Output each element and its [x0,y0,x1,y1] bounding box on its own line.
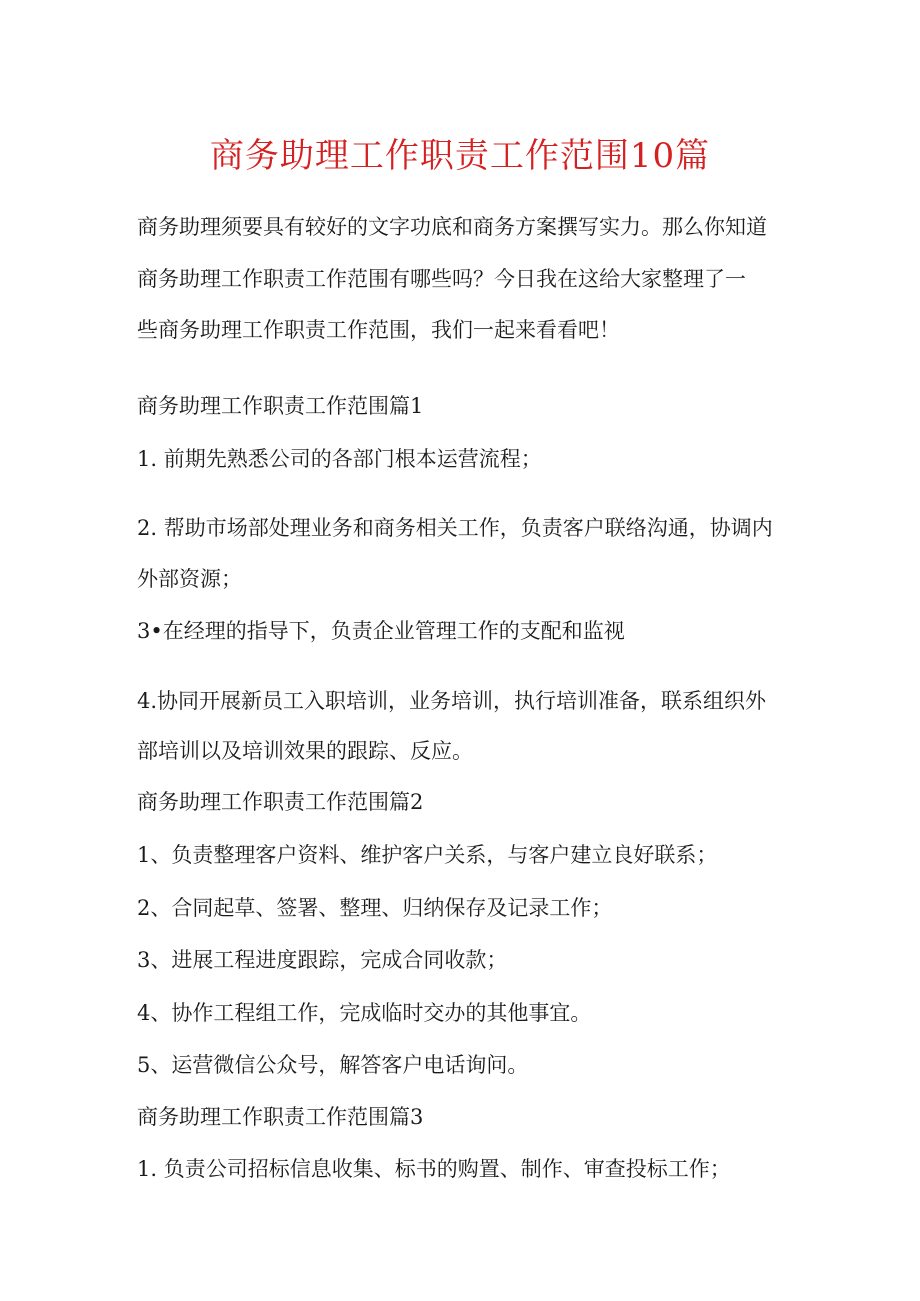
section-heading: 商务助理工作职责工作范围篇2 [137,790,424,814]
list-item: 1. 前期先熟悉公司的各部门根本运营流程； [137,447,542,471]
list-item: 4.协同开展新员工入职培训，业务培训，执行培训准备，联系组织外 [137,689,767,713]
section-heading: 商务助理工作职责工作范围篇1 [137,394,424,418]
intro-line: 商务助理工作职责工作范围有哪些吗？今日我在这给大家整理了一 [137,267,746,291]
list-item: 3•在经理的指导下，负责企业管理工作的支配和监视 [137,619,625,643]
list-item: 2、合同起草、签署、整理、归纳保存及记录工作； [137,896,613,920]
page-title: 商务助理工作职责工作范围10篇 [209,136,711,176]
list-item: 外部资源； [137,567,242,591]
list-item: 1、负责整理客户资料、维护客户关系，与客户建立良好联系； [137,843,718,867]
list-item: 部培训以及培训效果的跟踪、反应。 [137,739,473,763]
intro-line: 商务助理须要具有较好的文字功底和商务方案撰写实力。那么你知道 [137,215,767,239]
intro-line: 些商务助理工作职责工作范围，我们一起来看看吧！ [137,318,620,342]
list-item: 5、运营微信公众号，解答客户电话询问。 [137,1053,529,1077]
section-heading: 商务助理工作职责工作范围篇3 [137,1105,424,1129]
list-item: 3、进展工程进度跟踪，完成合同收款； [137,948,508,972]
list-item: 2. 帮助市场部处理业务和商务相关工作，负责客户联络沟通，协调内 [137,516,773,540]
list-item: 4、协作工程组工作，完成临时交办的其他事宜。 [137,1001,592,1025]
list-item: 1. 负责公司招标信息收集、标书的购置、制作、审查投标工作； [137,1157,731,1181]
